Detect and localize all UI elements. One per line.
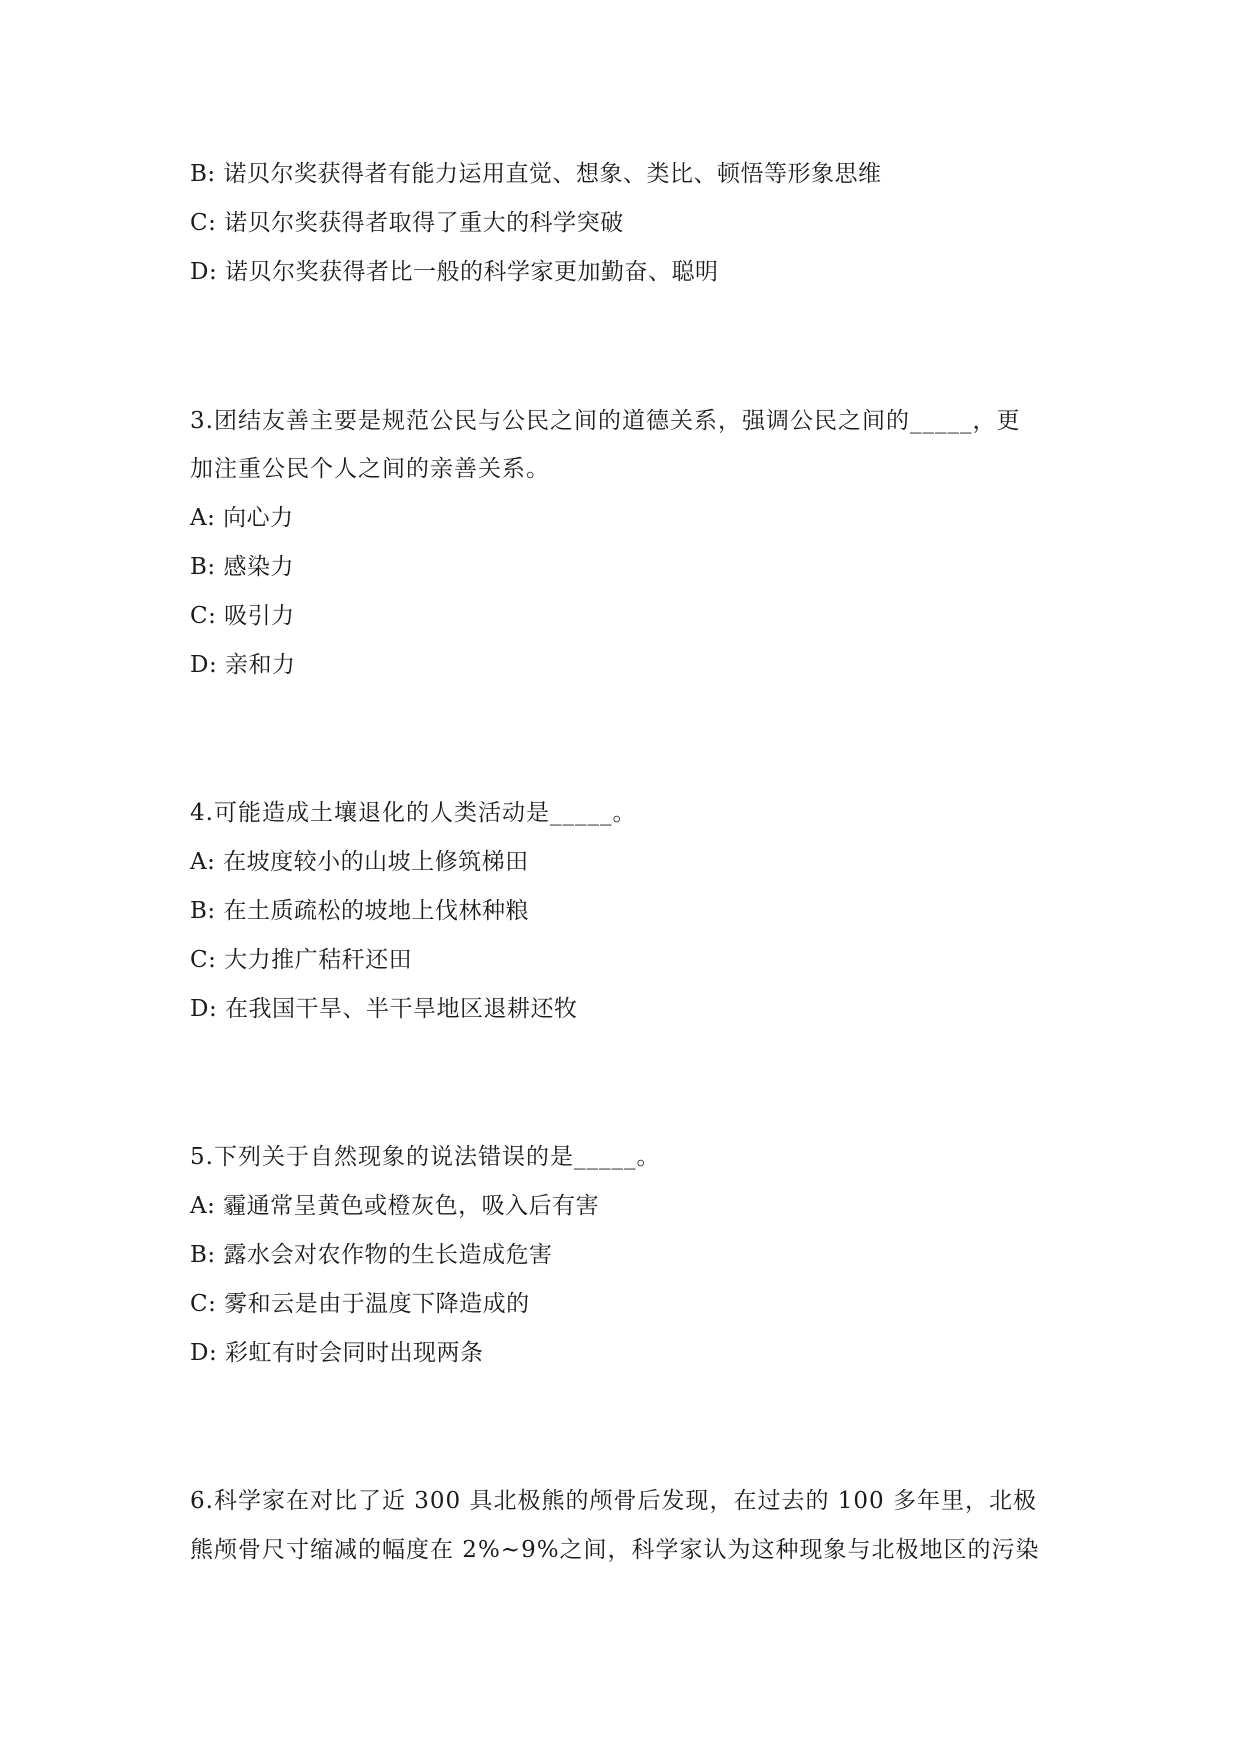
q4-option-b: B: 在土质疏松的坡地上伐林种粮	[190, 898, 529, 924]
q3-option-a: A: 向心力	[190, 505, 294, 531]
q5-option-c: C: 雾和云是由于温度下降造成的	[190, 1291, 530, 1317]
q3-option-c: C: 吸引力	[190, 603, 295, 629]
q6-stem-line-1: 6.科学家在对比了近 300 具北极熊的颅骨后发现，在过去的 100 多年里，北极	[190, 1488, 1037, 1514]
q3-stem-line-2: 加注重公民个人之间的亲善关系。	[190, 456, 550, 482]
q5-option-b: B: 露水会对农作物的生长造成危害	[190, 1242, 553, 1268]
q4-option-a: A: 在坡度较小的山坡上修筑梯田	[190, 849, 529, 875]
q3-option-b: B: 感染力	[190, 554, 294, 580]
q3-option-d: D: 亲和力	[190, 652, 296, 678]
q5-option-d: D: 彩虹有时会同时出现两条	[190, 1340, 484, 1366]
q4-stem-line-1: 4.可能造成土壤退化的人类活动是_____。	[190, 800, 637, 826]
q5-option-a: A: 霾通常呈黄色或橙灰色，吸入后有害	[190, 1193, 600, 1219]
q6-stem-line-2: 熊颅骨尺寸缩减的幅度在 2%~9%之间，科学家认为这种现象与北极地区的污染	[190, 1537, 1040, 1563]
q2-option-d: D: 诺贝尔奖获得者比一般的科学家更加勤奋、聪明	[190, 259, 719, 285]
q4-option-d: D: 在我国干旱、半干旱地区退耕还牧	[190, 996, 578, 1022]
q2-option-b: B: 诺贝尔奖获得者有能力运用直觉、想象、类比、顿悟等形象思维	[190, 161, 882, 187]
q5-stem-line-1: 5.下列关于自然现象的说法错误的是_____。	[190, 1144, 661, 1170]
q3-stem-line-1: 3.团结友善主要是规范公民与公民之间的道德关系，强调公民之间的_____，更	[190, 408, 1021, 434]
q4-option-c: C: 大力推广秸秆还田	[190, 947, 413, 973]
q2-option-c: C: 诺贝尔奖获得者取得了重大的科学突破	[190, 210, 624, 236]
